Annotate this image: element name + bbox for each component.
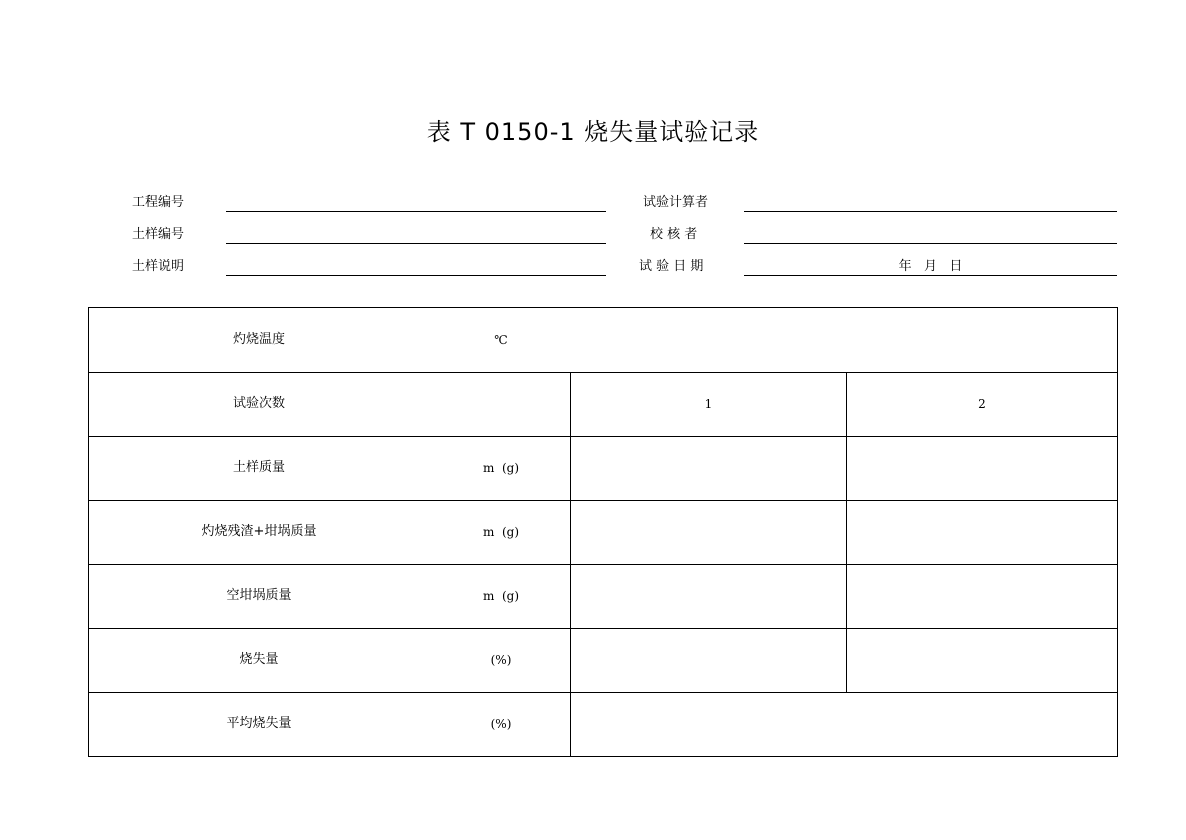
loss-on-ignition-cell-2[interactable]: [847, 629, 1117, 692]
header-label-test-date: 试 验 日 期: [639, 259, 704, 274]
page-title: 表 T 0150-1 烧失量试验记录: [426, 118, 760, 146]
record-table: [88, 307, 1118, 757]
row-label-loss-on-ignition: 烧失量: [239, 652, 279, 667]
loss-on-ignition-cell-1[interactable]: [571, 629, 846, 692]
calculator-field[interactable]: [744, 211, 1117, 212]
test-date-value: 年 月 日: [898, 259, 963, 274]
row-label-empty-crucible-mass: 空坩埚质量: [226, 588, 292, 603]
test-number-2: 2: [978, 397, 986, 411]
empty-crucible-mass-cell-1[interactable]: [571, 565, 846, 628]
header-label-checker: 校 核 者: [650, 227, 698, 242]
header-label-calculator: 试验计算者: [643, 195, 709, 210]
sample-desc-field[interactable]: [226, 275, 606, 276]
row-unit-empty-crucible-mass: m (g): [482, 589, 520, 603]
row-label-residue-crucible-mass: 灼烧残渣+坩埚质量: [201, 524, 317, 539]
row-unit-residue-crucible-mass: m (g): [482, 525, 520, 539]
empty-crucible-mass-cell-2[interactable]: [847, 565, 1117, 628]
row-label-burn-temp: 灼烧温度: [232, 332, 285, 347]
project-no-field[interactable]: [226, 211, 606, 212]
sample-mass-cell-1[interactable]: [571, 437, 846, 500]
test-number-1: 1: [704, 397, 713, 411]
header-label-sample-no: 土样编号: [132, 227, 185, 242]
row-unit-sample-mass: m (g): [482, 461, 520, 475]
row-label-avg-loss-on-ignition: 平均烧失量: [226, 716, 292, 731]
residue-crucible-mass-cell-2[interactable]: [847, 501, 1117, 564]
avg-loss-on-ignition-cell[interactable]: [571, 693, 1117, 756]
row-label-sample-mass: 土样质量: [232, 460, 285, 475]
header-label-project-no: 工程编号: [132, 195, 185, 210]
row-unit-loss-on-ignition: (%): [490, 653, 512, 667]
residue-crucible-mass-cell-1[interactable]: [571, 501, 846, 564]
row-divider: [89, 372, 1117, 373]
header-label-sample-desc: 土样说明: [132, 259, 185, 274]
row-unit-avg-loss-on-ignition: (%): [490, 717, 512, 731]
row-unit-burn-temp: ℃: [494, 333, 508, 347]
checker-field[interactable]: [744, 243, 1117, 244]
row-label-test-count: 试验次数: [232, 396, 285, 411]
sample-mass-cell-2[interactable]: [847, 437, 1117, 500]
sample-no-field[interactable]: [226, 243, 606, 244]
